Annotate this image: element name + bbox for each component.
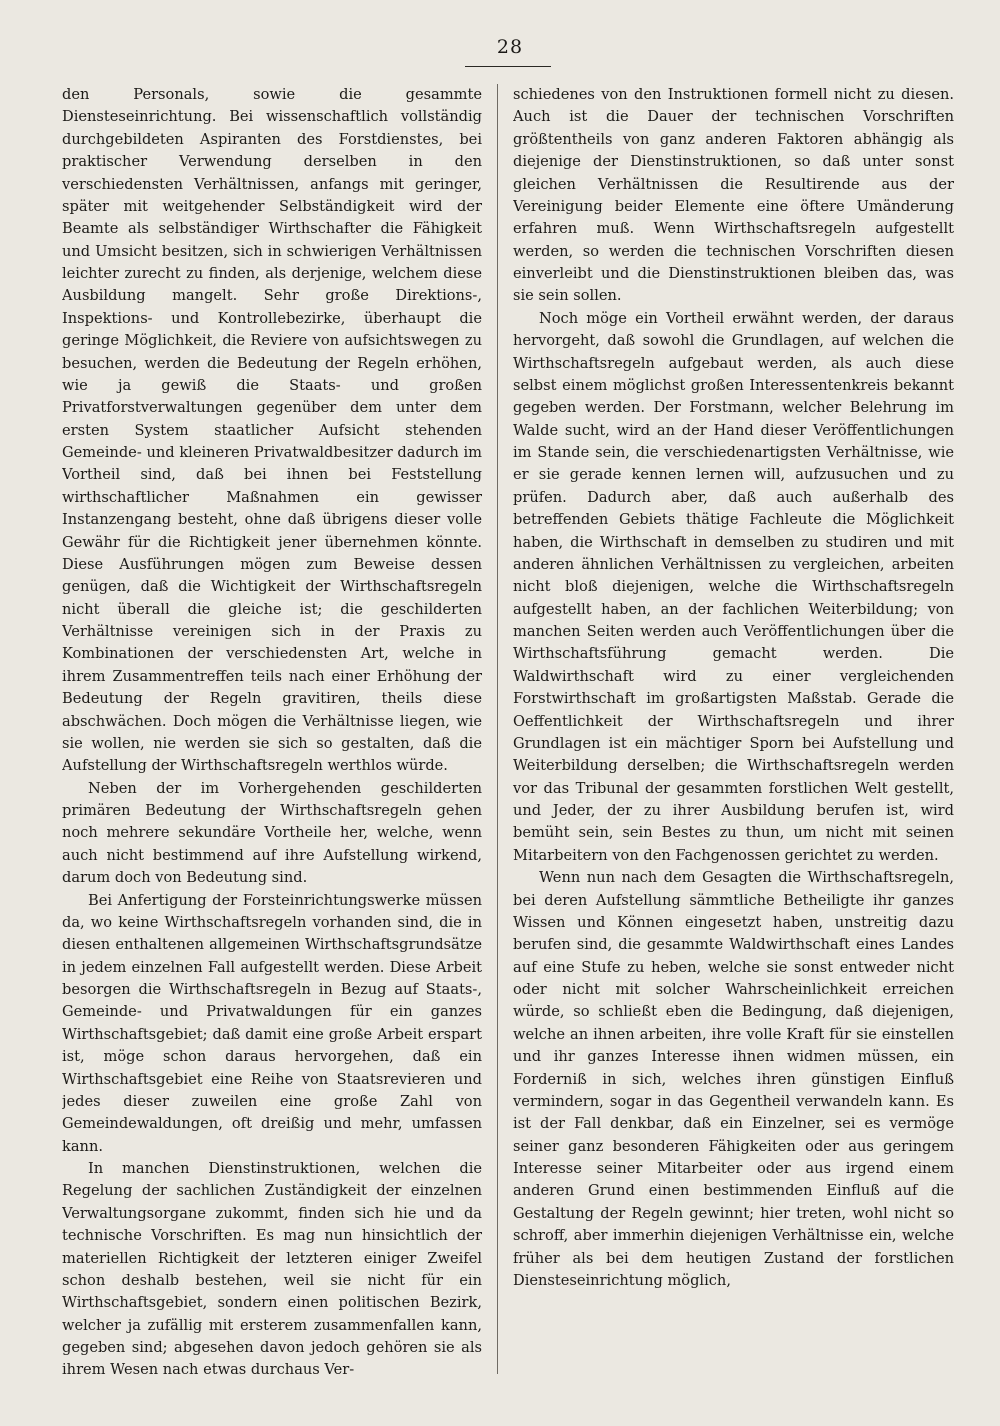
right-column (513, 84, 954, 1384)
paragraph: Bei Anfertigung der Forsteinrichtungswerke müssen da, wo keine Wirthschaftsregeln vorhanden sind, die in diesen enthaltenen allgemeinen Wirthschaftsgrundsätze in jedem einzelnen Fall aufgestellt werden. Diese Arbeit besorgen die Wirthschaftsregeln in Bezug auf Staats-, Gemeinde- und Privatwaldungen für ein ganzes Wirthschaftsgebiet; daß damit eine große Arbeit erspart ist, möge schon daraus hervorgehen, daß ein Wirthschaftsgebiet eine Reihe von Staatsrevieren und jedes dieser zuweilen eine große Zahl von Gemeindewaldungen, oft dreißig und mehr, umfassen kann. (62, 891, 482, 1155)
paragraph: In manchen Dienstinstruktionen, welchen die Regelung der sachlichen Zuständigkeit der einzelnen Verwaltungsorgane zukommt, finden sich hie und da technische Vorschriften. Es mag nun hinsichtlich der materiellen Richtigkeit der letzteren einiger Zweifel schon deshalb bestehen, weil sie nicht für ein Wirthschaftsgebiet, sondern einen politischen Bezirk, welcher ja zufällig mit ersterem zusammenfallen kann, gegeben sind; abgesehen davon jedoch gehören sie als ihrem Wesen nach etwas durchaus Ver- (62, 1160, 482, 1379)
page-number: 28 (496, 36, 524, 58)
header-rule (465, 66, 551, 67)
column-divider (497, 84, 498, 1374)
paragraph: Wenn nun nach dem Gesagten die Wirthschaftsregeln, bei deren Aufstellung sämmtliche Betheiligte ihr ganzes Wissen und Können eingesetzt haben, unstreitig dazu berufen sind, die gesammte Waldwirthschaft eines Landes auf eine Stufe zu heben, welche sie sonst entweder nicht oder nicht mit solcher Wahrscheinlichkeit erreichen würde, so schließt eben die Bedingung, daß diejenigen, welche an ihnen arbeiten, ihre volle Kraft für sie einstellen und ihr ganzes Interesse ihnen widmen müssen, ein Forderniß in sich, welches ihren günstigen Einfluß vermindern, sogar in das Gegentheil verwandeln kann. Es ist der Fall denkbar, daß ein Einzelner, sei es vermöge seiner ganz besonderen Fähigkeiten oder aus geringem Interesse seiner Mitarbeiter oder aus irgend einem anderen Grund einen bestimmenden Einfluß auf die Gestaltung der Regeln gewinnt; hier treten, wohl nicht so schroff, aber immerhin diejenigen Verhältnisse ein, welche früher als bei dem heutigen Zustand der forstlichen Diensteseinrichtung möglich, (513, 869, 954, 1289)
paragraph: schiedenes von den Instruktionen formell nicht zu diesen. Auch ist die Dauer der technischen Vorschriften größtentheils von ganz anderen Faktoren abhängig als diejenige der Dienstinstruktionen, so daß unter sonst gleichen Verhältnissen die Resultirende aus der Vereinigung beider Elemente eine öftere Umänderung erfahren muß. Wenn Wirthschaftsregeln aufgestellt werden, so werden die technischen Vorschriften diesen einverleibt und die Dienstinstruktionen bleiben das, was sie sein sollen. (513, 86, 954, 305)
paragraph: Noch möge ein Vortheil erwähnt werden, der daraus hervorgeht, daß sowohl die Grundlagen, auf welchen die Wirthschaftsregeln aufgebaut werden, als auch diese selbst einem möglichst großen Interessentenkreis bekannt gegeben werden. Der Forstmann, welcher Belehrung im Walde sucht, wird an der Hand dieser Veröffentlichungen im Stande sein, die verschiedenartigsten Verhältnisse, wie er sie gerade kennen lernen will, aufzusuchen und zu prüfen. Dadurch aber, daß auch außerhalb des betreffenden Gebiets thätige Fachleute die Möglichkeit haben, die Wirthschaft in demselben zu studiren und mit anderen ähnlichen Verhältnissen zu vergleichen, arbeiten nicht bloß diejenigen, welche die Wirthschaftsregeln aufgestellt haben, an der fachlichen Weiterbildung; von manchen Seiten werden auch Veröffentlichungen über die Wirthschaftsführung gemacht werden. Die Waldwirthschaft wird zu einer vergleichenden Forstwirthschaft im großartigsten Maßstab. Gerade die Oeffentlichkeit der Wirthschaftsregeln und ihrer Grundlagen ist ein mächtiger Sporn bei Aufstellung und Weiterbildung derselben; die Wirthschaftsregeln werden vor das Tribunal der gesammten forstlichen Welt gestellt, und Jeder, der zu ihrer Ausbildung berufen ist, wird bemüht sein, sein Bestes zu thun, um nicht mit seinen Mitarbeitern von den Fachgenossen gerichtet zu werden. (513, 309, 954, 864)
paragraph: den Personals, sowie die gesammte Diensteseinrichtung. Bei wissenschaftlich vollständig durchgebildeten Aspiranten des Forstdienstes, bei praktischer Verwendung derselben in den verschiedensten Verhältnissen, anfangs mit geringer, später mit weitgehender Selbständigkeit wird der Beamte als selbständiger Wirthschafter die Fähigkeit und Umsicht besitzen, sich in schwierigen Verhältnissen leichter zurecht zu finden, als derjenige, welchem diese Ausbildung mangelt. Sehr große Direktions-, Inspektions- und Kontrollebezirke, überhaupt die geringe Möglichkeit, die Reviere von aufsichtswegen zu besuchen, werden die Bedeutung der Regeln erhöhen, wie ja gewiß die Staats- und großen Privatforstverwaltungen gegenüber dem unter dem ersten System staatlicher Aufsicht stehenden Gemeinde- und kleineren Privatwaldbesitzer dadurch im Vortheil sind, daß bei ihnen bei Feststellung wirthschaftlicher Maßnahmen ein gewisser Instanzengang besteht, ohne daß übrigens dieser volle Gewähr für die Richtigkeit jener übernehmen könnte. Diese Ausführungen mögen zum Beweise dessen genügen, daß die Wichtigkeit der Wirthschaftsregeln nicht überall die gleiche ist; die geschilderten Verhältnisse vereinigen sich in der Praxis zu Kombinationen der verschiedensten Art, welche in ihrem Zusammentreffen teils nach einer Erhöhung der Bedeutung der Regeln gravitiren, theils diese abschwächen. Doch mögen die Verhältnisse liegen, wie sie wollen, nie werden sie sich so gestalten, daß die Aufstellung der Wirthschaftsregeln werthlos würde. (62, 86, 482, 775)
paragraph: Neben der im Vorhergehenden geschilderten primären Bedeutung der Wirthschaftsregeln gehen noch mehrere sekundäre Vortheile her, welche, wenn auch nicht bestimmend auf ihre Aufstellung wirkend, darum doch von Bedeutung sind. (62, 779, 482, 887)
left-column (62, 84, 482, 1384)
